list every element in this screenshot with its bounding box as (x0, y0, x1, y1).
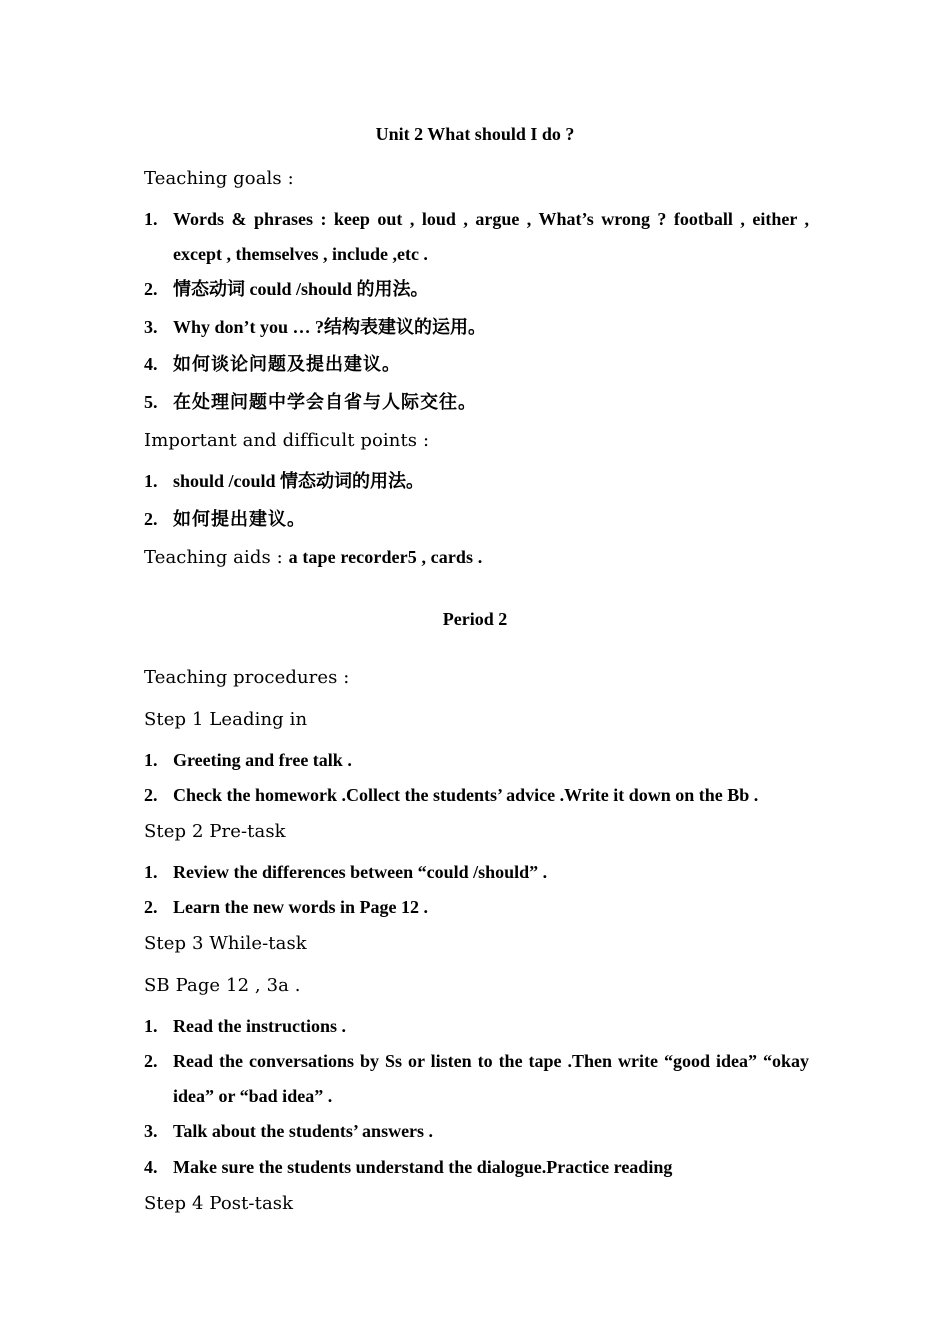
list-item-text: Read the conversations by Ss or listen to the tape .Then write “good idea” “okay idea” or “bad idea” . (173, 1051, 809, 1106)
list-item-text: 如何谈论问题及提出建议。 (173, 354, 401, 375)
list-item-text: Check the homework .Collect the students’ advice .Write it down on the Bb . (173, 785, 759, 805)
list-item (144, 1114, 809, 1149)
list-item (144, 1150, 809, 1185)
list-item-text: 在处理问题中学会自省与人际交往。 (173, 392, 477, 413)
list-item-text: Why don’t you … ?结构表建议的运用。 (173, 317, 487, 337)
step-2-heading: Step 2 Pre-task (144, 821, 286, 842)
teaching-aids-label: Teaching aids : (144, 547, 283, 568)
list-item-number: 3. (144, 317, 158, 337)
list-item-number: 2. (144, 897, 158, 917)
list-item-text: 情态动词 could /should 的用法。 (173, 279, 429, 299)
list-item-text: 如何提出建议。 (173, 509, 306, 530)
list-item-text: Talk about the students’ answers . (173, 1121, 434, 1141)
list-item-number: 2. (144, 279, 158, 299)
list-item-number: 2. (144, 1051, 158, 1071)
list-item-text: Review the differences between “could /should” . (173, 862, 548, 882)
list-item-number: 3. (144, 1121, 158, 1141)
step-3-heading: Step 3 While-task (144, 933, 307, 954)
list-item-number: 1. (144, 209, 158, 229)
list-item-text: Greeting and free talk . (173, 750, 352, 770)
list-item (144, 310, 809, 345)
list-item-text: Words & phrases : keep out , loud , argue , What’s wrong ? football , either , except , themselves , include ,etc . (173, 209, 809, 264)
list-item-number: 1. (144, 750, 158, 770)
list-item (144, 778, 809, 813)
list-item-text: Read the instructions . (173, 1016, 347, 1036)
list-item (144, 347, 809, 382)
list-item-number: 4. (144, 354, 158, 374)
step-1-heading: Step 1 Leading in (144, 709, 308, 730)
list-item (144, 272, 809, 307)
list-item-number: 4. (144, 1157, 158, 1177)
list-item-number: 1. (144, 1016, 158, 1036)
document-title: Unit 2 What should I do ? (375, 124, 575, 144)
important-points-heading: Important and difficult points : (144, 430, 430, 451)
list-item (144, 890, 809, 925)
teaching-aids-line (144, 547, 482, 568)
teaching-goals-heading: Teaching goals : (144, 168, 294, 189)
list-item (144, 385, 809, 420)
list-item (144, 464, 809, 499)
list-item-text: Learn the new words in Page 12 . (173, 897, 428, 917)
list-item (144, 743, 809, 778)
list-item-text: should /could 情态动词的用法。 (173, 471, 425, 491)
list-item-number: 2. (144, 509, 158, 529)
teaching-aids-value: a tape recorder5 , cards . (288, 547, 483, 567)
period-title: Period 2 (442, 609, 508, 629)
list-item-number: 2. (144, 785, 158, 805)
list-item-number: 5. (144, 392, 158, 412)
list-item (144, 1009, 809, 1044)
list-item (144, 202, 809, 272)
step-4-heading: Step 4 Post-task (144, 1193, 294, 1214)
list-item-text: Make sure the students understand the dialogue.Practice reading (173, 1157, 673, 1177)
sb-page-reference: SB Page 12 , 3a . (144, 975, 301, 996)
list-item-number: 1. (144, 471, 158, 491)
list-item (144, 502, 809, 537)
list-item-number: 1. (144, 862, 158, 882)
procedures-heading: Teaching procedures : (144, 667, 350, 688)
list-item (144, 1044, 809, 1114)
list-item (144, 855, 809, 890)
